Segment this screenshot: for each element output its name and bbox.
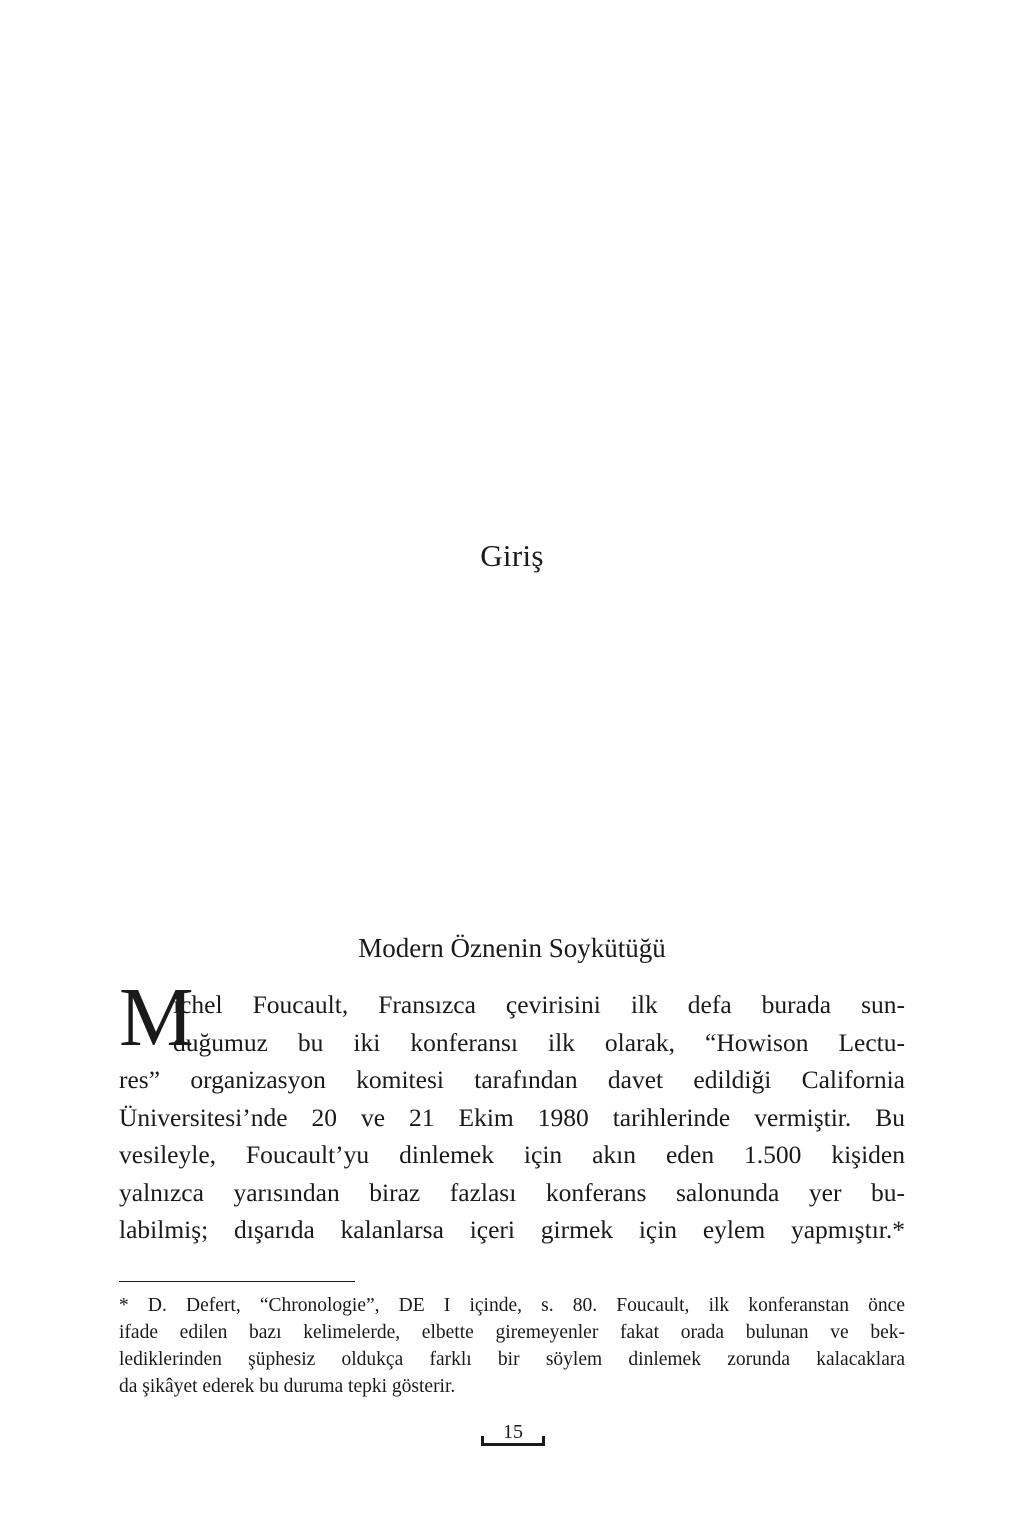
drop-cap: M: [119, 971, 194, 1064]
footnote-line: da şikâyet ederek bu duruma tepki gösterir.: [119, 1376, 456, 1397]
footnote-line: * D. Defert, “Chronologie”, DE I içinde, s. 80. Foucault, ilk konferanstan önce: [119, 1295, 905, 1316]
footnote: [119, 1292, 905, 1400]
paragraph-line: yalnızca yarısından biraz fazlası konferans salonunda yer bu-: [119, 1177, 905, 1207]
footnote-line: ifade edilen bazı kelimelerde, elbette giremeyenler fakat orada bulunan ve bek-: [119, 1322, 905, 1343]
footnote-divider: [119, 1281, 355, 1282]
paragraph-line: labilmiş; dışarıda kalanlarsa içeri girmek için eylem yapmıştır.*: [119, 1215, 905, 1244]
chapter-title: Giriş: [480, 538, 544, 573]
page-number-block: [481, 1420, 545, 1446]
paragraph-line: ichel Foucault, Fransızca çevirisini ilk defa burada sun-: [173, 990, 905, 1019]
page-number-underline: [481, 1443, 545, 1446]
paragraph-line: duğumuz bu iki konferansı ilk olarak, “Howison Lectu-: [173, 1027, 905, 1057]
page-number: 15: [503, 1421, 523, 1443]
body-paragraph: [119, 986, 905, 1249]
page-number-right-tick: [542, 1436, 545, 1446]
paragraph-line: res” organizasyon komitesi tarafından davet edildiği California: [119, 1065, 905, 1094]
footnote-line: lediklerinden şüphesiz oldukça farklı bir söylem dinlemek zorunda kalacaklara: [119, 1349, 905, 1370]
paragraph-line: Üniversitesi’nde 20 ve 21 Ekim 1980 tarihlerinde vermiştir. Bu: [119, 1102, 905, 1132]
paragraph-line: vesileyle, Foucault’yu dinlemek için akın eden 1.500 kişiden: [119, 1140, 905, 1169]
page-number-left-tick: [481, 1436, 484, 1446]
section-title: Modern Öznenin Soykütüğü: [358, 933, 666, 963]
